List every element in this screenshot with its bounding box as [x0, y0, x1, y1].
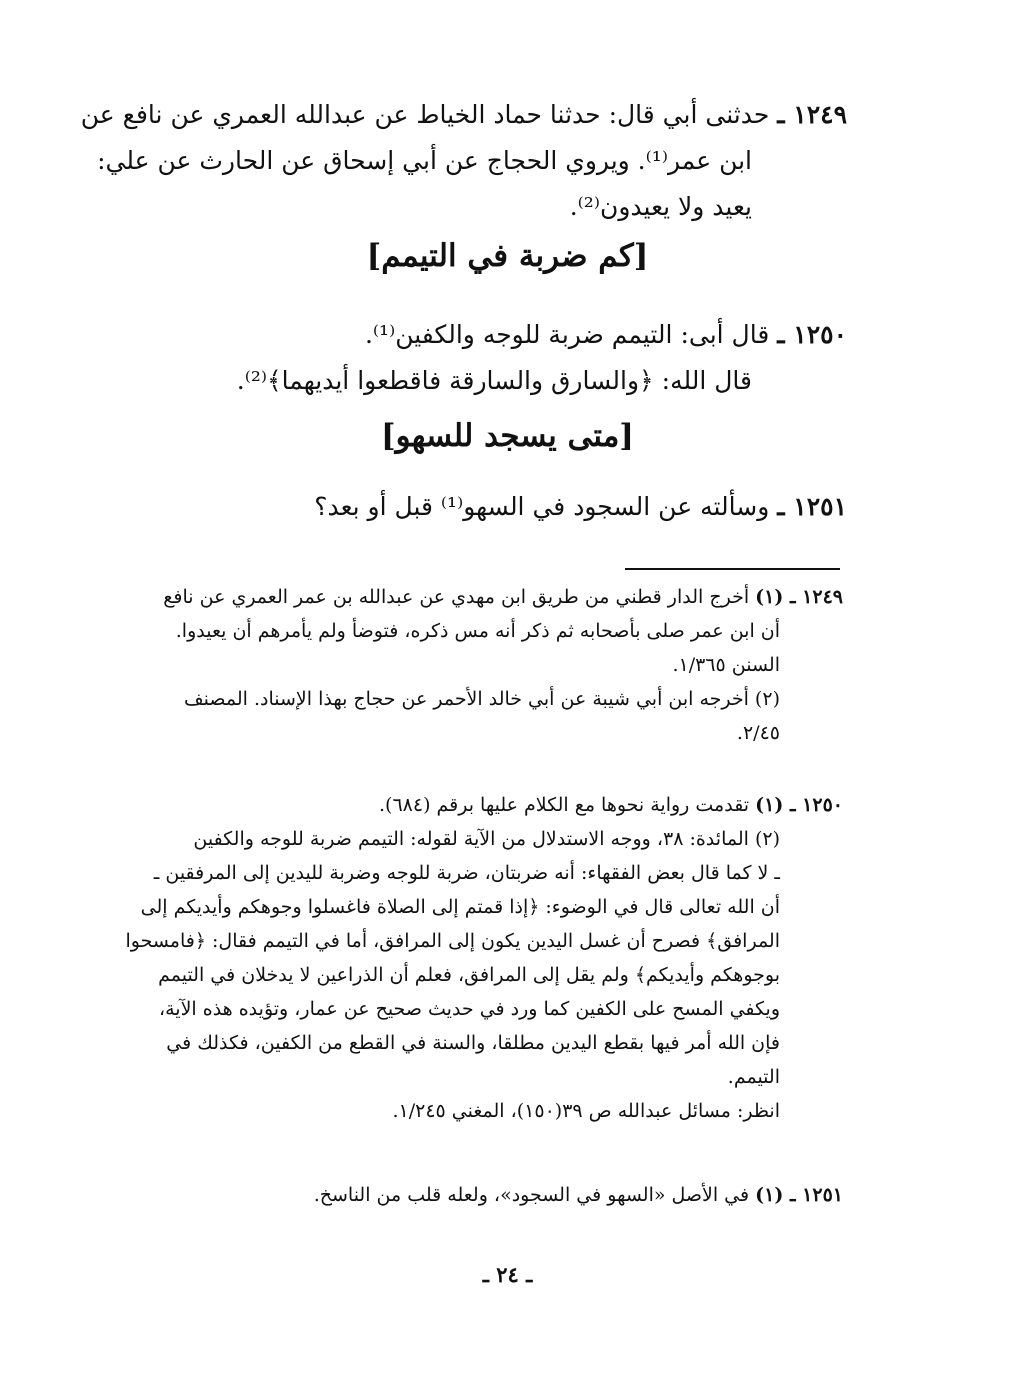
entry-1251: [127, 484, 847, 530]
footnote-divider: [625, 568, 840, 570]
footnote-text: (٢) المائدة: ٣٨، ووجه الاستدلال من الآية لقوله: التيمم ضربة للوجه والكفين: [193, 828, 780, 850]
entry-text: قال أبى: التيمم ضربة للوجه والكفين⁽¹⁾.: [364, 320, 770, 349]
entry-1250: [127, 312, 847, 404]
entry-text: وسألته عن السجود في السهو⁽¹⁾ قبل أو بعد؟: [314, 492, 770, 521]
footnote-text: تقدمت رواية نحوها مع الكلام عليها برقم (٦٨٤).: [378, 794, 750, 816]
footnote-text: المرافق﴾ فصرح أن غسل اليدين يكون إلى المرافق، أما في التيمم فقال: ﴿فامسحوا: [125, 930, 780, 952]
page-number: ـ ٢٤ ـ: [482, 1262, 533, 1287]
entry-line: [127, 484, 847, 530]
footnote-text: ـ لا كما قال بعض الفقهاء: أنه ضربتان، ضربة للوجه وضربة لليدين إلى المرفقين ـ: [153, 862, 780, 884]
footnote-reference: ١٢٤٩ ـ (١): [755, 586, 843, 608]
footnote-text: ويكفي المسح على الكفين كما ورد في حديث صحيح عن عمار، وتؤيده هذه الآية،: [158, 998, 780, 1020]
entry-1249: [80, 92, 847, 230]
entry-line: [127, 312, 847, 358]
entry-text: قال الله: ﴿والسارق والسارقة فاقطعوا أيديهما﴾⁽²⁾.: [236, 366, 752, 395]
entry-text: حدثنى أبي قال: حدثنا حماد الخياط عن عبدالله العمري عن نافع عن: [80, 100, 770, 129]
entry-line: [80, 92, 847, 138]
footnote-text: أخرج الدار قطني من طريق ابن مهدي عن عبدالله بن عمر العمري عن نافع: [163, 586, 750, 608]
footnote-text: فإن الله أمر فيها بقطع اليدين مطلقا، والسنة في القطع من الكفين، فكذلك في: [166, 1032, 780, 1054]
footnote-text: السنن ١/٣٦٥.: [672, 654, 780, 676]
entry-number: ١٢٥٠ ـ: [777, 320, 847, 349]
footnote-text: (٢) أخرجه ابن أبي شيبة عن أبي خالد الأحمر عن حجاج بهذا الإسناد. المصنف: [184, 688, 780, 710]
footnote-text: انظر: مسائل عبدالله ص ٣٩(١٥٠)، المغني ١/٢٤٥.: [392, 1100, 780, 1122]
footnote-line: [131, 1178, 843, 1212]
footnote-text: ٢/٤٥.: [736, 722, 780, 744]
section-heading-sahw: [متى يسجد للسهو]: [381, 418, 634, 454]
footnote-text: التيمم.: [727, 1066, 780, 1088]
entry-number: ١٢٥١ ـ: [777, 492, 847, 521]
footnote-reference: ١٢٥٠ ـ (١): [755, 794, 843, 816]
footnote-1249: [131, 580, 843, 750]
footnote-text: في الأصل «السهو في السجود»، ولعله قلب من الناسخ.: [313, 1184, 750, 1206]
footnote-line: [131, 580, 843, 614]
footnote-1250: [125, 788, 843, 1128]
footnote-reference: ١٢٥١ ـ (١): [755, 1184, 843, 1206]
entry-text: ابن عمر⁽¹⁾. ويروي الحجاج عن أبي إسحاق عن الحارث عن علي:: [97, 146, 752, 175]
section-heading-tayammum: [كم ضربة في التيمم]: [366, 238, 649, 274]
footnote-1251: [131, 1178, 843, 1212]
entry-number: ١٢٤٩ ـ: [777, 100, 847, 129]
footnote-text: أن ابن عمر صلى بأصحابه ثم ذكر أنه مس ذكره، فتوضأ ولم يأمرهم أن يعيدوا.: [175, 620, 780, 642]
footnote-text: أن الله تعالى قال في الوضوء: ﴿إذا قمتم إلى الصلاة فاغسلوا وجوهكم وأيديكم إلى: [140, 896, 780, 918]
footnote-text: بوجوهكم وأيديكم﴾ ولم يقل إلى المرافق، فعلم أن الذراعين لا يدخلان في التيمم: [158, 964, 780, 986]
footnote-line: [131, 788, 843, 822]
entry-text: يعيد ولا يعيدون⁽²⁾.: [569, 192, 752, 221]
